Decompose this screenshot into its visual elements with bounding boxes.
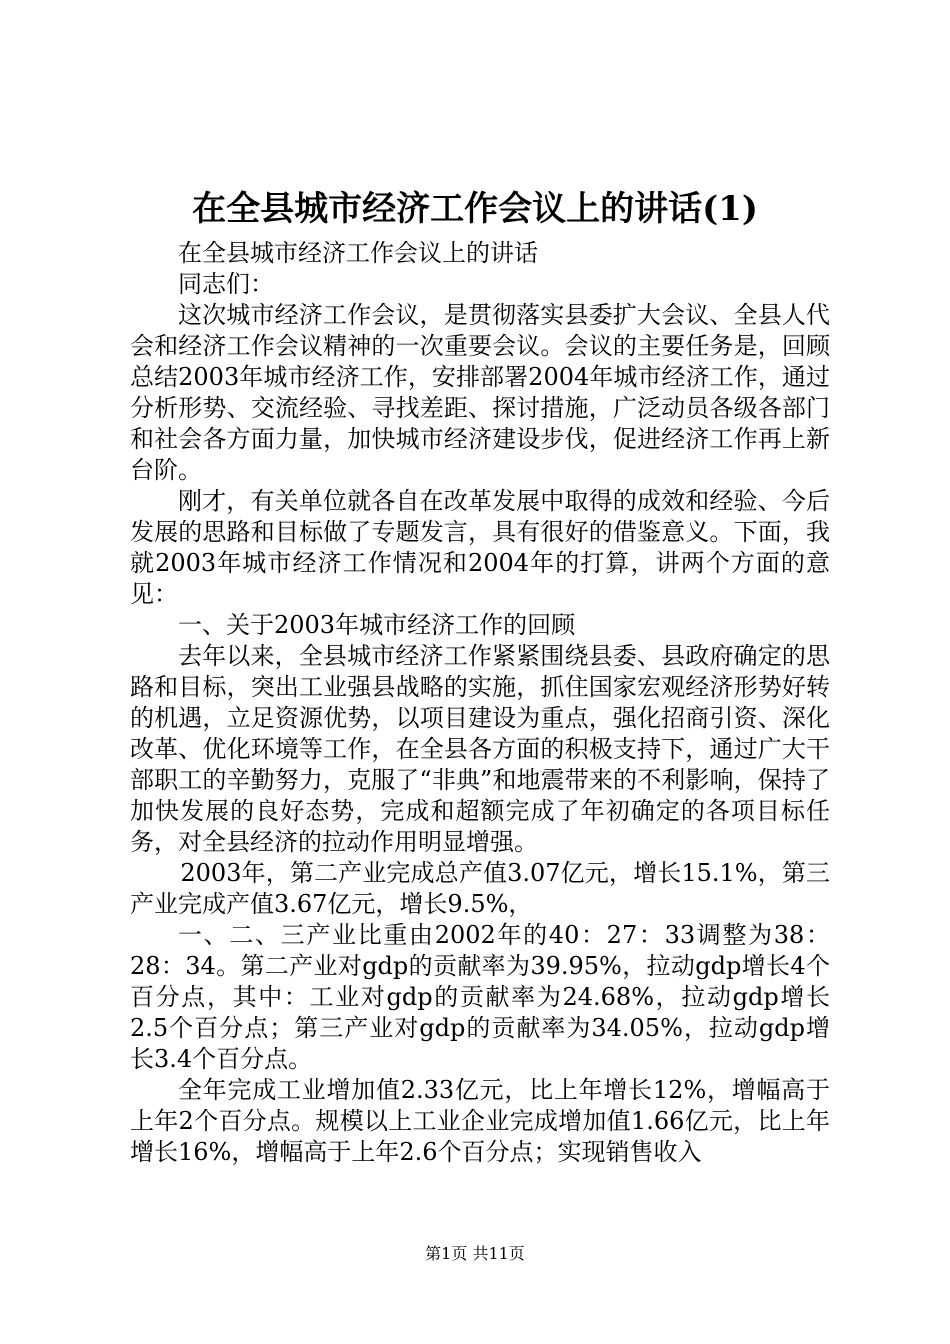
document-subtitle: 在全县城市经济工作会议上的讲话 bbox=[178, 239, 538, 267]
paragraph-industrial-value: 全年完成工业增加值2.33亿元，比上年增长12%，增幅高于上年2个百分点。规模以上工业企业完成增加值1.66亿元，比上年增长16%，增幅高于上年2.6个百分点；实现销售收入 bbox=[130, 1076, 830, 1166]
paragraph-industry-ratio: 一、二、三产业比重由2002年的40：27：33调整为38：28：34。第二产业对gdp的贡献率为39.95%，拉动gdp增长4个百分点，其中：工业对gdp的贡献率为24.68%，拉动gdp增长2.5个百分点；第三产业对gdp的贡献率为34.05%，拉动gdp增长3.4个百分点。 bbox=[130, 921, 830, 1073]
document-body bbox=[130, 238, 830, 1168]
document-title: 在全县城市经济工作会议上的讲话(1) bbox=[192, 189, 758, 229]
page-footer: 第1页 共11页 bbox=[425, 1244, 525, 1263]
paragraph-2003-output: 2003年，第二产业完成总产值3.07亿元，增长15.1%，第三产业完成产值3.67亿元，增长9.5%， bbox=[130, 859, 830, 918]
paragraph-intro: 这次城市经济工作会议，是贯彻落实县委扩大会议、全县人代会和经济工作会议精神的一次重要会议。会议的主要任务是，回顾总结2003年城市经济工作，安排部署2004年城市经济工作，通过分析形势、交流经验、寻找差距、探讨措施，广泛动员各级各部门和社会各方面力量，加快城市经济建设步伐，促进经济工作再上新台阶。 bbox=[130, 301, 830, 484]
paragraph-review: 去年以来，全县城市经济工作紧紧围绕县委、县政府确定的思路和目标，突出工业强县战略的实施，抓住国家宏观经济形势好转的机遇，立足资源优势，以项目建设为重点，强化招商引资、深化改革、优化环境等工作，在全县各方面的积极支持下，通过广大干部职工的辛勤努力，克服了“非典”和地震带来的不利影响，保持了加快发展的良好态势，完成和超额完成了年初确定的各项目标任务，对全县经济的拉动作用明显增强。 bbox=[130, 642, 830, 856]
section-heading-1: 一、关于2003年城市经济工作的回顾 bbox=[178, 611, 576, 639]
paragraph-outline: 刚才，有关单位就各自在改革发展中取得的成效和经验、今后发展的思路和目标做了专题发言，具有很好的借鉴意义。下面，我就2003年城市经济工作情况和2004年的打算，讲两个方面的意见： bbox=[130, 487, 830, 608]
salutation: 同志们： bbox=[178, 270, 274, 298]
